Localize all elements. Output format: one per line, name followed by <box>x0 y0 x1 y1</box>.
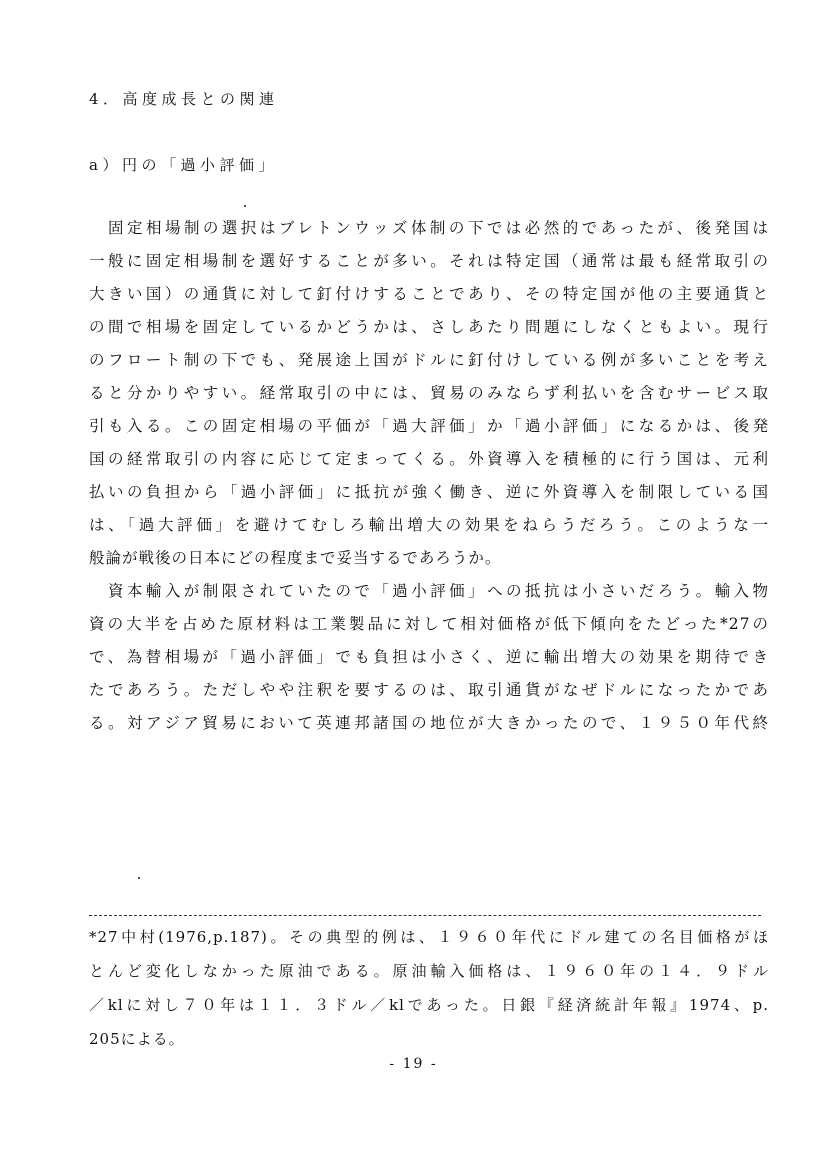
body-line: 一般に固定相場制を選好することが多い。それは特定国（通常は最も経常取引の <box>89 252 769 270</box>
footnote-separator <box>89 915 761 916</box>
section-heading: 4．高度成長との関連 <box>89 90 279 108</box>
page-number: - 19 - <box>389 1056 438 1072</box>
body-line: 大きい国）の通貨に対して釘付けすることであり、その特定国が他の主要通貨と <box>89 285 769 303</box>
subsection-heading: a）円の「過小評価」 <box>89 156 278 174</box>
body-line: ると分かりやすい。経常取引の中には、貿易のみならず利払いを含むサービス取 <box>89 384 769 402</box>
body-line: る。対アジア貿易において英連邦諸国の地位が大きかったので、１９５０年代終 <box>89 714 769 732</box>
body-line: 引も入る。この固定相場の平価が「過大評価」か「過小評価」になるかは、後発 <box>89 417 769 435</box>
body-line: の間で相場を固定しているかどうかは、さしあたり問題にしなくともよい。現行 <box>89 318 769 336</box>
body-line: 資本輸入が制限されていたので「過小評価」への抵抗は小さいだろう。輸入物 <box>89 582 769 600</box>
body-line: 般論が戦後の日本にどの程度まで妥当するであろうか。 <box>89 549 502 567</box>
body-line: は、「過大評価」を避けてむしろ輸出増大の効果をねらうだろう。このような一 <box>89 516 769 534</box>
footnote-line: とんど変化しなかった原油である。原油輸入価格は、１９６０年の１４．９ドル <box>89 962 769 980</box>
scan-speck <box>244 205 246 207</box>
scan-speck <box>138 877 140 879</box>
body-line: 資の大半を占めた原材料は工業製品に対して相対価格が低下傾向をたどった*27の <box>89 615 769 633</box>
footnote-line: *27中村(1976,p.187)。その典型的例は、１９６０年代にドル建ての名目価格がほ <box>89 928 769 946</box>
body-line: 払いの負担から「過小評価」に抵抗が強く働き、逆に外資導入を制限している国 <box>89 483 769 501</box>
footnote <box>89 920 769 1056</box>
body-text <box>89 212 769 740</box>
body-line: のフロート制の下でも、発展途上国がドルに釘付けしている例が多いことを考え <box>89 351 769 369</box>
body-line: 固定相場制の選択はブレトンウッズ体制の下では必然的であったが、後発国は <box>89 219 769 237</box>
body-line: 国の経常取引の内容に応じて定まってくる。外資導入を積極的に行う国は、元利 <box>89 450 769 468</box>
body-line: で、為替相場が「過小評価」でも負担は小さく、逆に輸出増大の効果を期待でき <box>89 648 769 666</box>
body-line: たであろう。ただしやや注釈を要するのは、取引通貨がなぜドルになったかであ <box>89 681 769 699</box>
footnote-line: 205による。 <box>89 1030 185 1048</box>
footnote-line: ／klに対し７０年は１１．３ドル／klであった。日銀『経済統計年報』1974、p. <box>89 996 769 1014</box>
